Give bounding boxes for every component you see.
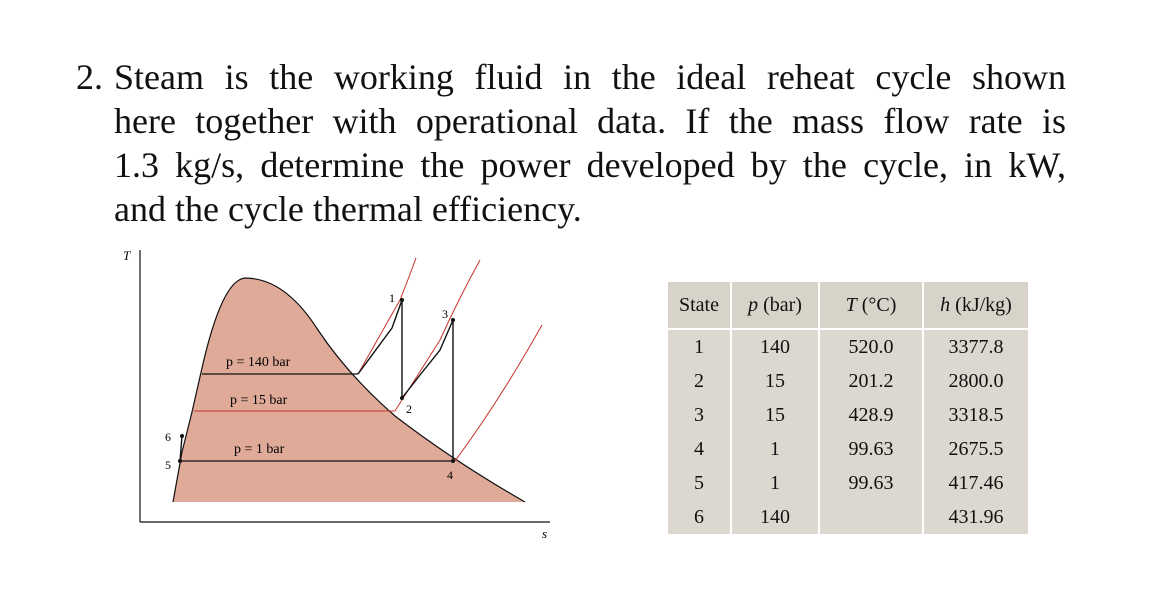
state-point-3	[451, 318, 455, 322]
state-point-5	[178, 459, 182, 463]
cell-pressure: 1	[730, 466, 818, 500]
table-row	[668, 500, 1028, 534]
problem-line-3: 1.3 kg/s, determine the power developed by the cycle, in kW,	[114, 145, 1066, 185]
cell-temperature: 520.0	[818, 330, 922, 364]
isobar-15-superheat	[395, 260, 480, 411]
table-row	[668, 432, 1028, 466]
table-header-row	[668, 282, 1028, 330]
state-point-6	[180, 434, 184, 438]
table-row	[668, 330, 1028, 364]
header-temperature: T (°C)	[818, 282, 922, 330]
state-point-4	[451, 459, 455, 463]
saturation-dome-fill	[173, 278, 525, 502]
cell-temperature: 99.63	[818, 432, 922, 466]
cell-state: 3	[694, 403, 704, 426]
pressure-label-15: p = 15 bar	[230, 393, 288, 408]
axis-label-s: s	[542, 526, 548, 540]
state-label-4: 4	[447, 468, 453, 482]
state-label-2: 2	[406, 402, 412, 416]
header-enthalpy: h (kJ/kg)	[922, 282, 1028, 330]
cell-temperature	[818, 500, 922, 534]
problem-line-2: here together with operational data. If the mass flow rate is	[114, 101, 1066, 141]
table-row	[668, 466, 1028, 500]
cell-pressure: 15	[730, 364, 818, 398]
isobar-140-superheat	[358, 258, 416, 374]
cell-pressure: 1	[730, 432, 818, 466]
pressure-label-1: p = 1 bar	[234, 442, 285, 457]
cell-temperature: 99.63	[818, 466, 922, 500]
cell-enthalpy: 431.96	[922, 500, 1028, 534]
header-pressure: p (bar)	[730, 282, 818, 330]
table-row	[668, 398, 1028, 432]
header-state: State	[668, 282, 730, 330]
cell-pressure: 15	[730, 398, 818, 432]
state-label-5: 5	[165, 458, 171, 472]
isobar-1-superheat	[455, 325, 542, 461]
problem-number: 2.	[76, 57, 103, 97]
cell-enthalpy: 417.46	[922, 466, 1028, 500]
state-label-6: 6	[165, 430, 171, 444]
cell-state: 2	[694, 369, 704, 392]
state-point-1	[400, 298, 404, 302]
problem-line-4: and the cycle thermal efficiency.	[114, 189, 582, 229]
cell-enthalpy: 2800.0	[922, 364, 1028, 398]
cell-temperature: 428.9	[818, 398, 922, 432]
table-row	[668, 364, 1028, 398]
state-label-3: 3	[442, 307, 448, 321]
problem-line-1: Steam is the working fluid in the ideal reheat cycle shown	[114, 57, 1066, 97]
cell-state: 6	[694, 505, 704, 528]
cell-state: 1	[694, 335, 704, 358]
state-point-2	[400, 396, 404, 400]
cell-temperature: 201.2	[818, 364, 922, 398]
cell-enthalpy: 2675.5	[922, 432, 1028, 466]
cell-enthalpy: 3318.5	[922, 398, 1028, 432]
cell-pressure: 140	[730, 500, 818, 534]
cell-pressure: 140	[730, 330, 818, 364]
cell-state: 4	[694, 437, 704, 460]
axis-label-t: T	[123, 248, 131, 263]
state-label-1: 1	[389, 291, 395, 305]
problem-statement	[76, 55, 1066, 231]
cell-state: 5	[694, 471, 704, 494]
cell-enthalpy: 3377.8	[922, 330, 1028, 364]
ts-diagram	[110, 240, 580, 540]
pressure-label-140: p = 140 bar	[226, 355, 291, 370]
state-properties-table	[668, 282, 1028, 534]
